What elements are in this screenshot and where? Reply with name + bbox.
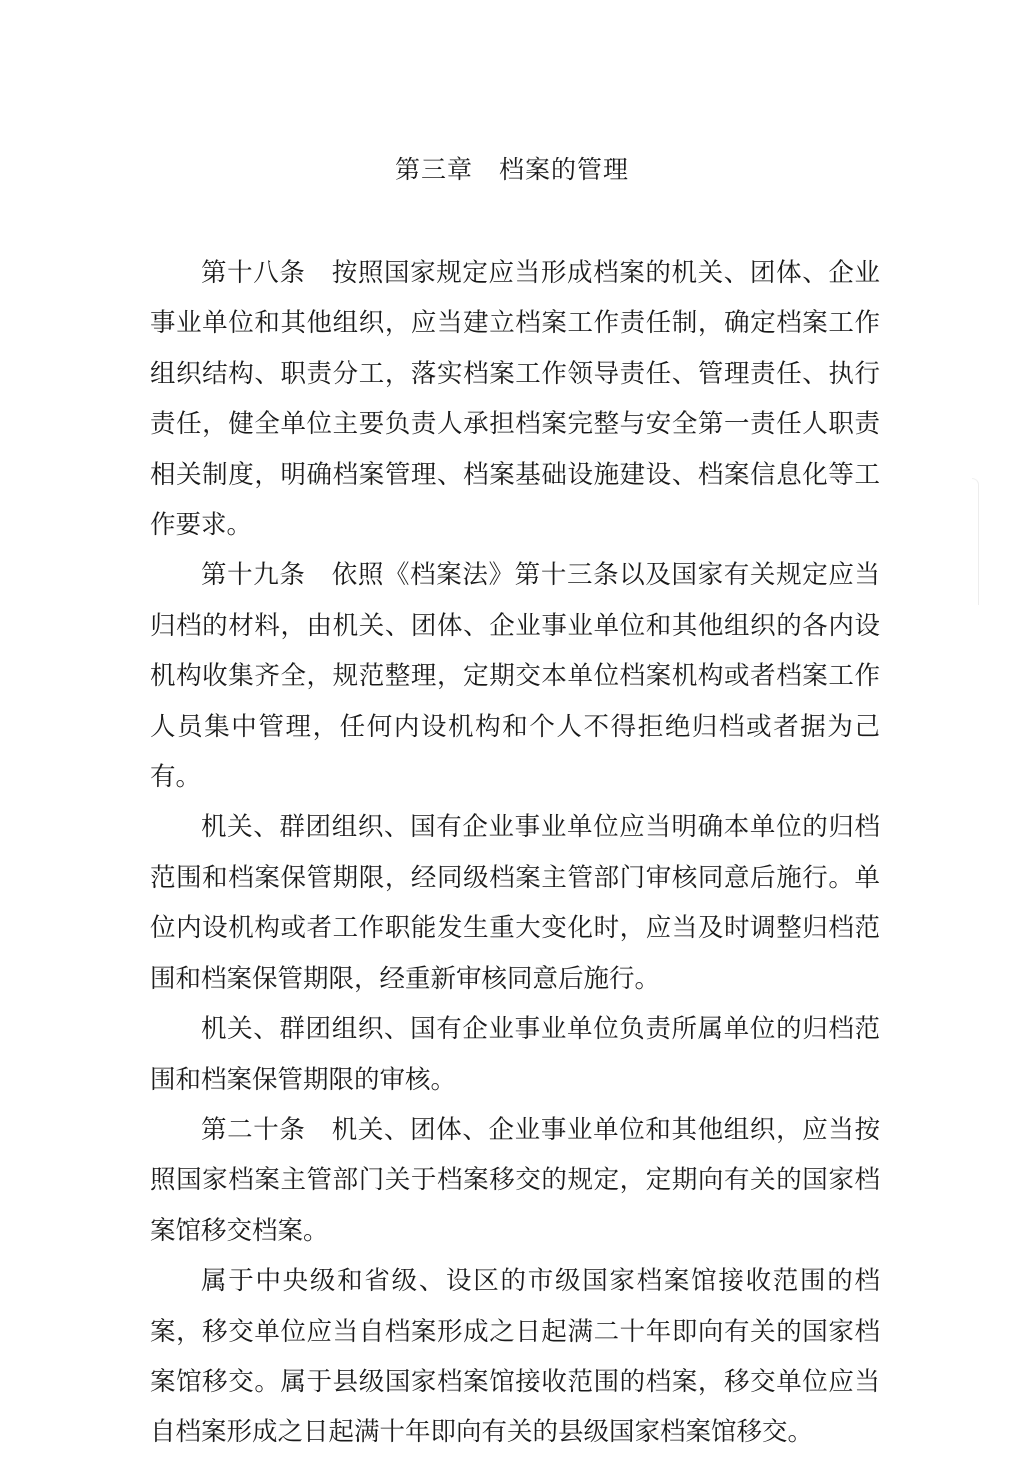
article-number: 第二十条 [201, 1114, 332, 1145]
article-20-paragraph-2 [150, 1256, 880, 1458]
paragraph-text: 机关、群团组织、国有企业事业单位负责所属单位的归档范围和档案保管期限的审核。 [150, 1014, 880, 1095]
article-19-paragraph [150, 550, 880, 802]
article-19-paragraph-3 [150, 1004, 880, 1105]
paragraph-text: 机关、团体、企业事业单位和其他组织，应当按照国家档案主管部门关于档案移交的规定，定期向有关的国家档案馆移交档案。 [150, 1114, 880, 1246]
chapter-title: 第三章 档案的管理 [394, 155, 629, 184]
scrollbar-edge[interactable] [972, 478, 979, 605]
paragraph-text: 按照国家规定应当形成档案的机关、团体、企业事业单位和其他组织，应当建立档案工作责任制，确定档案工作组织结构、职责分工，落实档案工作领导责任、管理责任、执行责任，健全单位主要负责人承担档案完整与安全第一责任人职责相关制度，明确档案管理、档案基础设施建设、档案信息化等工作要求。 [150, 258, 880, 541]
article-20-paragraph [150, 1105, 880, 1256]
article-19-paragraph-2 [150, 802, 880, 1004]
paragraph-text: 属于中央级和省级、设区的市级国家档案馆接收范围的档案，移交单位应当自档案形成之日起满二十年即向有关的国家档案馆移交。属于县级国家档案馆接收范围的档案，移交单位应当自档案形成之日起满十年即向有关的县级国家档案馆移交。 [150, 1266, 880, 1448]
article-number: 第十八条 [201, 258, 332, 288]
paragraph-text: 依照《档案法》第十三条以及国家有关规定应当归档的材料，由机关、团体、企业事业单位和其他组织的各内设机构收集齐全，规范整理，定期交本单位档案机构或者档案工作人员集中管理，任何内设机构和个人不得拒绝归档或者据为己有。 [150, 560, 880, 793]
paragraph-text: 机关、群团组织、国有企业事业单位应当明确本单位的归档范围和档案保管期限，经同级档案主管部门审核同意后施行。单位内设机构或者工作职能发生重大变化时，应当及时调整归档范围和档案保管期限，经重新审核同意后施行。 [150, 812, 880, 994]
article-number: 第十九条 [201, 560, 332, 591]
document-body [150, 248, 880, 1458]
article-18-paragraph [150, 248, 880, 550]
